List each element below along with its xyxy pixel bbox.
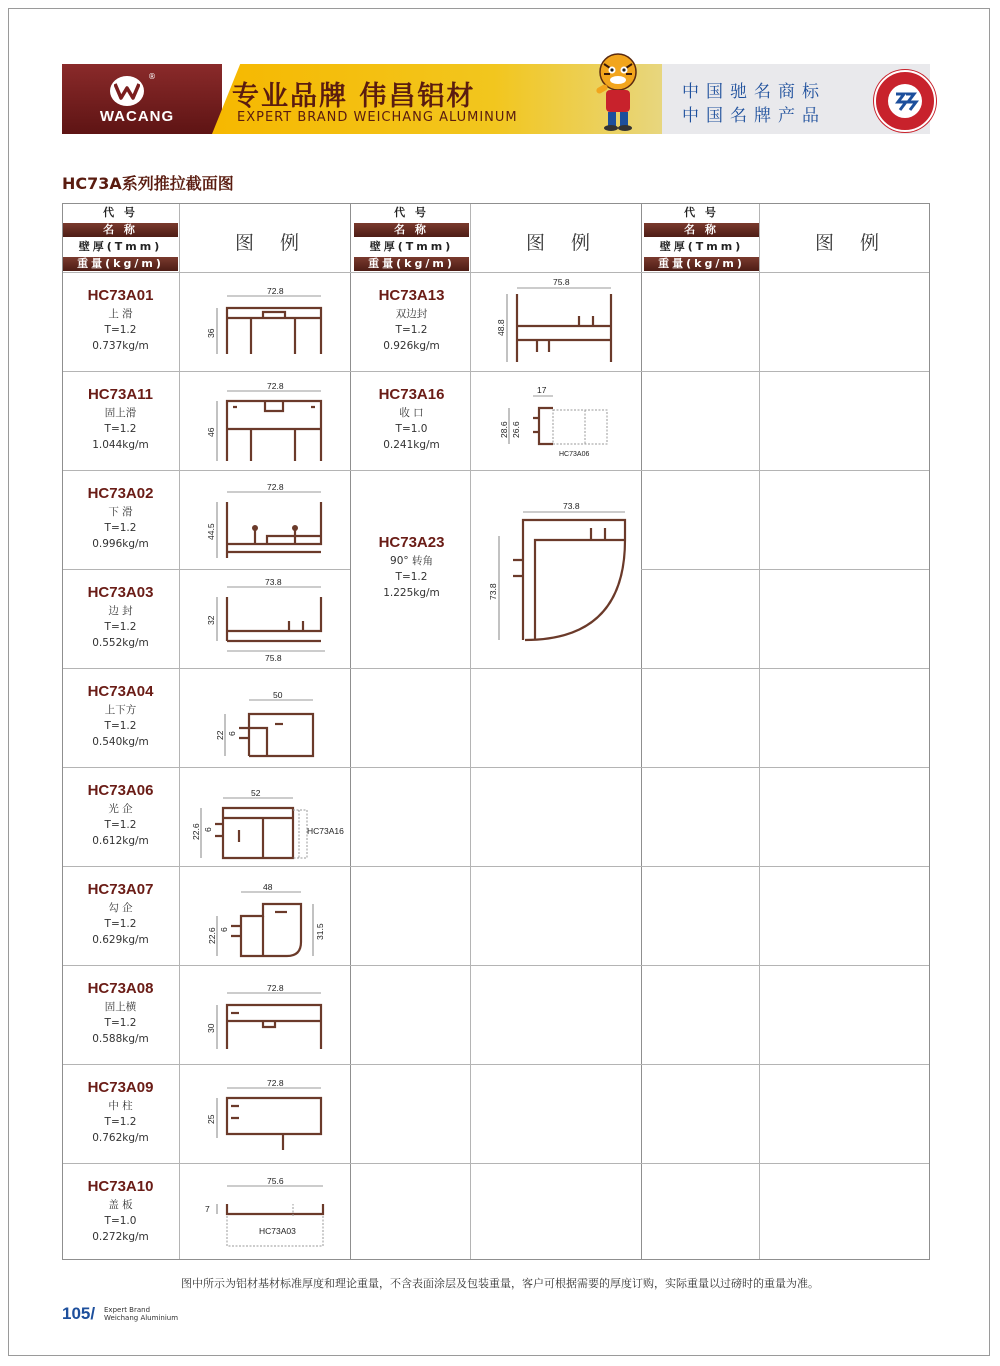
dimension-label: 36	[206, 328, 216, 338]
honor-line-2: 中国名牌产品	[682, 106, 826, 126]
profile-code: HC73A13	[378, 287, 445, 304]
profile-drawing-hc73a01	[203, 284, 333, 368]
profile-catalog-table	[62, 203, 930, 1260]
dimension-label: 75.8	[553, 277, 570, 287]
profile-name: 勾 企	[108, 902, 133, 914]
profile-name: 中 柱	[108, 1100, 133, 1112]
profile-drawing-hc73a03	[203, 577, 333, 667]
header-code: 代 号	[63, 206, 178, 220]
profile-weight: 0.588kg/m	[92, 1033, 149, 1045]
profile-entry-hc73a11	[63, 385, 178, 453]
profile-drawing-hc73a16	[489, 382, 629, 470]
profile-drawing-hc73a02	[203, 480, 333, 568]
logo-text: WACANG	[99, 108, 175, 125]
profile-thickness: T=1.0	[395, 423, 428, 435]
profile-name: 固上横	[104, 1001, 137, 1013]
profile-thickness: T=1.2	[104, 1017, 137, 1029]
profile-entry-hc73a01	[63, 286, 178, 354]
dimension-label: 73.8	[265, 577, 282, 587]
profile-drawing-hc73a11	[203, 381, 333, 469]
profile-code: HC73A10	[87, 1178, 154, 1195]
dimension-label: 73.8	[488, 583, 498, 600]
profile-thickness: T=1.2	[104, 918, 137, 930]
dimension-label: 73.8	[563, 501, 580, 511]
profile-code: HC73A03	[87, 584, 154, 601]
profile-entry-hc73a02	[63, 484, 178, 552]
dimension-label: 6	[203, 827, 213, 832]
profile-drawing-hc73a10	[203, 1174, 333, 1262]
header-thickness: 壁厚(Tmm)	[644, 240, 759, 254]
profile-entry-hc73a08	[63, 979, 178, 1047]
header-name: 名 称	[644, 223, 759, 237]
dimension-label: 72.8	[267, 381, 284, 391]
profile-drawing-hc73a09	[203, 1076, 333, 1164]
header-weight: 重量(kg/m)	[644, 257, 759, 271]
profile-code: HC73A09	[87, 1079, 154, 1096]
profile-entry-hc73a04	[63, 682, 178, 750]
header-name: 名 称	[354, 223, 469, 237]
dimension-label: 75.8	[265, 653, 282, 663]
reference-label: HC73A06	[559, 451, 590, 458]
tiger-mascot-icon	[582, 50, 652, 134]
dimension-label: 25	[206, 1114, 216, 1124]
registered-mark: ®	[148, 72, 156, 81]
header-code: 代 号	[354, 206, 469, 220]
profile-code: HC73A01	[87, 287, 154, 304]
header-thickness: 壁厚(Tmm)	[354, 240, 469, 254]
profile-name: 光 企	[108, 803, 133, 815]
profile-code: HC73A07	[87, 881, 154, 898]
profile-name: 下 滑	[108, 506, 133, 518]
dimension-label: 28.6	[499, 421, 509, 438]
dimension-label: 6	[219, 927, 229, 932]
profile-thickness: T=1.2	[104, 423, 137, 435]
dimension-label: 48	[263, 882, 273, 892]
reference-label: HC73A03	[259, 1226, 296, 1236]
dimension-label: 6	[227, 731, 237, 736]
profile-code: HC73A06	[87, 782, 154, 799]
profile-entry-hc73a07	[63, 880, 178, 948]
dimension-label: 17	[537, 385, 547, 395]
page-brand	[104, 1306, 178, 1322]
seal-emblem-icon	[888, 84, 922, 118]
profile-drawing-hc73a07	[203, 880, 333, 968]
profile-weight: 0.612kg/m	[92, 835, 149, 847]
profile-entry-hc73a13	[354, 286, 469, 354]
dimension-label: 7	[205, 1204, 210, 1214]
dimension-label: 75.6	[267, 1176, 284, 1186]
profile-name: 盖 板	[108, 1199, 133, 1211]
profile-name: 双边封	[395, 308, 428, 320]
profile-weight: 0.629kg/m	[92, 934, 149, 946]
dimension-label: 72.8	[267, 286, 284, 296]
profile-thickness: T=1.2	[104, 720, 137, 732]
dimension-label: 44.5	[206, 523, 216, 540]
dimension-label: 48.8	[496, 319, 506, 336]
profile-name: 90° 转角	[390, 555, 433, 567]
profile-thickness: T=1.2	[104, 819, 137, 831]
profile-code: HC73A08	[87, 980, 154, 997]
profile-weight: 0.552kg/m	[92, 637, 149, 649]
dimension-label: 50	[273, 690, 283, 700]
profile-thickness: T=1.2	[104, 522, 137, 534]
profile-entry-hc73a03	[63, 583, 178, 651]
dimension-label: 26.6	[511, 421, 521, 438]
profile-code: HC73A23	[378, 534, 445, 551]
dimension-label: 52	[251, 788, 261, 798]
profile-drawing-hc73a13	[489, 274, 629, 372]
header-figure: 图 例	[814, 232, 890, 254]
profile-entry-hc73a16	[354, 385, 469, 453]
dimension-label: 30	[206, 1023, 216, 1033]
header-thickness: 壁厚(Tmm)	[63, 240, 178, 254]
profile-weight: 0.996kg/m	[92, 538, 149, 550]
brand-logo	[62, 64, 222, 134]
dimension-label: 46	[206, 427, 216, 437]
profile-weight: 0.926kg/m	[383, 340, 440, 352]
page-brand-line-1: Expert Brand	[104, 1306, 151, 1314]
footnote: 图中所示为铝材基材标准厚度和理论重量，不含表面涂层及包装重量，客户可根据需要的厚度订购，实际重量以过磅时的重量为准。	[181, 1277, 819, 1290]
profile-thickness: T=1.2	[395, 324, 428, 336]
profile-drawing-hc73a06	[191, 782, 344, 868]
header-figure: 图 例	[234, 232, 310, 254]
profile-weight: 0.762kg/m	[92, 1132, 149, 1144]
header-name: 名 称	[63, 223, 178, 237]
profile-drawing-hc73a04	[203, 684, 333, 768]
dimension-label: 22	[215, 730, 225, 740]
profile-code: HC73A11	[87, 386, 154, 403]
profile-name: 上下方	[104, 704, 137, 716]
profile-weight: 1.225kg/m	[383, 587, 440, 599]
profile-entry-hc73a09	[63, 1078, 178, 1146]
slogan-chinese: 专业品牌 伟昌铝材	[232, 81, 476, 112]
profile-name: 边 封	[108, 605, 133, 617]
profile-name: 收 口	[399, 407, 424, 419]
profile-weight: 0.241kg/m	[383, 439, 440, 451]
page-brand-line-2: Weichang Aluminium	[104, 1314, 179, 1322]
dimension-label: 22.6	[191, 823, 201, 840]
slogan-english: EXPERT BRAND WEICHANG ALUMINUM	[237, 110, 518, 125]
reference-label: HC73A16	[307, 826, 344, 836]
dimension-label: 32	[206, 615, 216, 625]
header-figure: 图 例	[525, 232, 601, 254]
logo-w-icon	[110, 76, 144, 106]
header-banner	[62, 64, 930, 134]
page-number: 105/	[62, 1304, 96, 1323]
section-title: HC73A系列推拉截面图	[62, 174, 234, 193]
profile-weight: 1.044kg/m	[92, 439, 149, 451]
profile-code: HC73A16	[378, 386, 445, 403]
header-weight: 重量(kg/m)	[354, 257, 469, 271]
header-code: 代 号	[644, 206, 759, 220]
profile-code: HC73A04	[87, 683, 154, 700]
header-weight: 重量(kg/m)	[63, 257, 178, 271]
profile-drawing-hc73a23	[483, 496, 633, 660]
profile-weight: 0.272kg/m	[92, 1231, 149, 1243]
profile-thickness: T=1.2	[104, 1116, 137, 1128]
dimension-label: 72.8	[267, 482, 284, 492]
profile-weight: 0.737kg/m	[92, 340, 149, 352]
profile-name: 上 滑	[108, 308, 133, 320]
profile-entry-hc73a23	[354, 533, 469, 601]
profile-code: HC73A02	[87, 485, 154, 502]
dimension-label: 22.6	[207, 927, 217, 944]
profile-thickness: T=1.2	[104, 324, 137, 336]
profile-entry-hc73a06	[63, 781, 178, 849]
honor-line-1: 中国驰名商标	[682, 82, 826, 102]
profile-thickness: T=1.0	[104, 1215, 137, 1227]
profile-thickness: T=1.2	[395, 571, 428, 583]
dimension-label: 72.8	[267, 983, 284, 993]
profile-weight: 0.540kg/m	[92, 736, 149, 748]
profile-drawing-hc73a08	[203, 979, 333, 1067]
profile-entry-hc73a10	[63, 1177, 178, 1245]
china-top-brand-seal	[874, 70, 936, 132]
dimension-label: 72.8	[267, 1078, 284, 1088]
profile-thickness: T=1.2	[104, 621, 137, 633]
profile-name: 固上滑	[104, 407, 137, 419]
dimension-label: 31.5	[315, 923, 325, 940]
